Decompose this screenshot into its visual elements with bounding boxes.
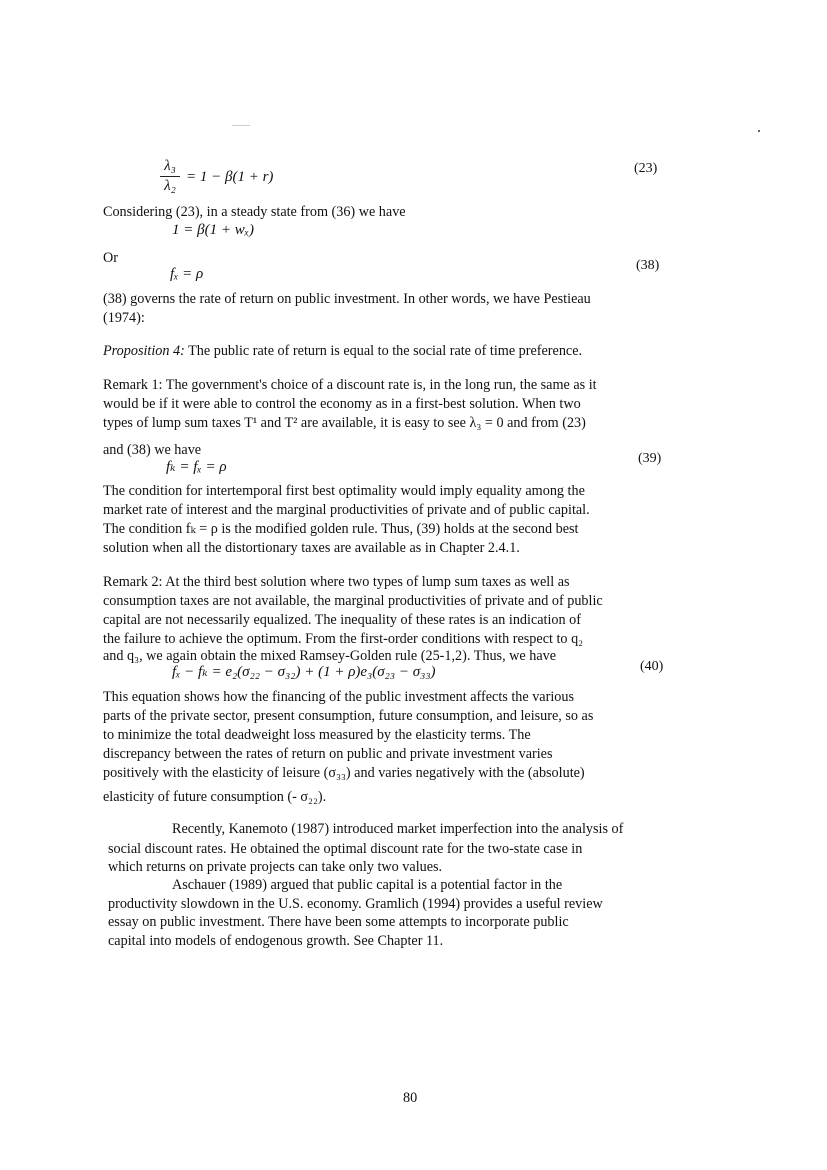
eq23-denominator: λ₂: [164, 178, 176, 194]
page-number: 80: [403, 1090, 418, 1106]
steady-state-equation: 1 = β(1 + wₓ): [172, 222, 254, 238]
para-40-line-2: parts of the private sector, present consumption, future consumption, and leisure, so as: [103, 708, 594, 724]
para-39-line-1: The condition for intertemporal first best optimality would imply equality among the: [103, 483, 585, 499]
considering-line: Considering (23), in a steady state from (36) we have: [103, 204, 406, 220]
remark2-line-4: the failure to achieve the optimum. From the first-order conditions with respect to q₂: [103, 631, 584, 647]
aschauer-line-1: Aschauer (1989) argued that public capital is a potential factor in the: [172, 877, 563, 893]
para-39-line-4: solution when all the distortionary taxes are available as in Chapter 2.4.1.: [103, 540, 520, 556]
remark1-line-2: would be if it were able to control the economy as in a first-best solution. When two: [103, 396, 581, 412]
proposition-text: The public rate of return is equal to the social rate of time preference.: [184, 343, 583, 359]
para-40-line-4: discrepancy between the rates of return on public and private investment varies: [103, 746, 553, 762]
remark1-line-4: and (38) we have: [103, 442, 202, 458]
remark2-line-5: and q₃, we again obtain the mixed Ramsey-Golden rule (25-1,2). Thus, we have: [103, 648, 557, 664]
kanemoto-line-1: Recently, Kanemoto (1987) introduced market imperfection into the analysis of: [172, 821, 624, 837]
eq40-number: (40): [640, 659, 664, 674]
para-38-line-1: (38) governs the rate of return on public investment. In other words, we have Pestieau: [103, 291, 591, 307]
fraction-bar: [160, 176, 180, 177]
remark2-line-2: consumption taxes are not available, the marginal productivities of private and of public: [103, 593, 603, 609]
eq23-numerator: λ₃: [164, 158, 176, 174]
proposition-4: [103, 342, 582, 360]
or-word: Or: [103, 250, 118, 266]
eq39-number: (39): [638, 451, 662, 466]
para-40-line-3: to minimize the total deadweight loss measured by the elasticity terms. The: [103, 727, 531, 743]
eq39-expression: fₖ = fₓ = ρ: [166, 459, 227, 475]
eq23-fraction: [160, 158, 180, 195]
para-40-line-6: elasticity of future consumption (- σ₂₂).: [103, 789, 327, 805]
remark1-line-1: Remark 1: The government's choice of a discount rate is, in the long run, the same as it: [103, 377, 597, 393]
para-38-line-2: (1974):: [103, 310, 145, 326]
para-40-line-5: positively with the elasticity of leisure (σ₃₃) and varies negatively with the (absolute): [103, 765, 585, 781]
aschauer-line-4: capital into models of endogenous growth. See Chapter 11.: [108, 933, 444, 949]
remark1-line-3: types of lump sum taxes T¹ and T² are available, it is easy to see λ₃ = 0 and from (23): [103, 415, 586, 431]
eq38-number: (38): [636, 258, 660, 273]
aschauer-line-3: essay on public investment. There have been some attempts to incorporate public: [108, 914, 569, 930]
eq23-rhs: = 1 − β(1 + r): [186, 169, 274, 185]
eq23-number: (23): [634, 161, 658, 176]
eq38-expression: fₓ = ρ: [170, 266, 204, 282]
scan-artifact-line: [232, 125, 250, 126]
scan-artifact-dot: [758, 130, 760, 132]
eq40-expression: fₓ − fₖ = e₂(σ₂₂ − σ₃₂) + (1 + ρ)e₃(σ₂₃ − σ₃₃): [172, 664, 436, 680]
para-39-line-2: market rate of interest and the marginal productivities of private and of public capital.: [103, 502, 590, 518]
para-39-line-3: The condition fₖ = ρ is the modified golden rule. Thus, (39) holds at the second best: [103, 521, 579, 537]
remark2-line-3: capital are not necessarily equalized. The inequality of these rates is an indication of: [103, 612, 581, 628]
proposition-label: Proposition 4:: [103, 343, 185, 359]
remark2-line-1: Remark 2: At the third best solution where two types of lump sum taxes as well as: [103, 574, 570, 590]
para-40-line-1: This equation shows how the financing of the public investment affects the various: [103, 689, 574, 705]
kanemoto-line-2: social discount rates. He obtained the optimal discount rate for the two-state case in: [108, 841, 583, 857]
aschauer-line-2: productivity slowdown in the U.S. economy. Gramlich (1994) provides a useful review: [108, 896, 603, 912]
kanemoto-line-3: which returns on private projects can take only two values.: [108, 859, 443, 875]
